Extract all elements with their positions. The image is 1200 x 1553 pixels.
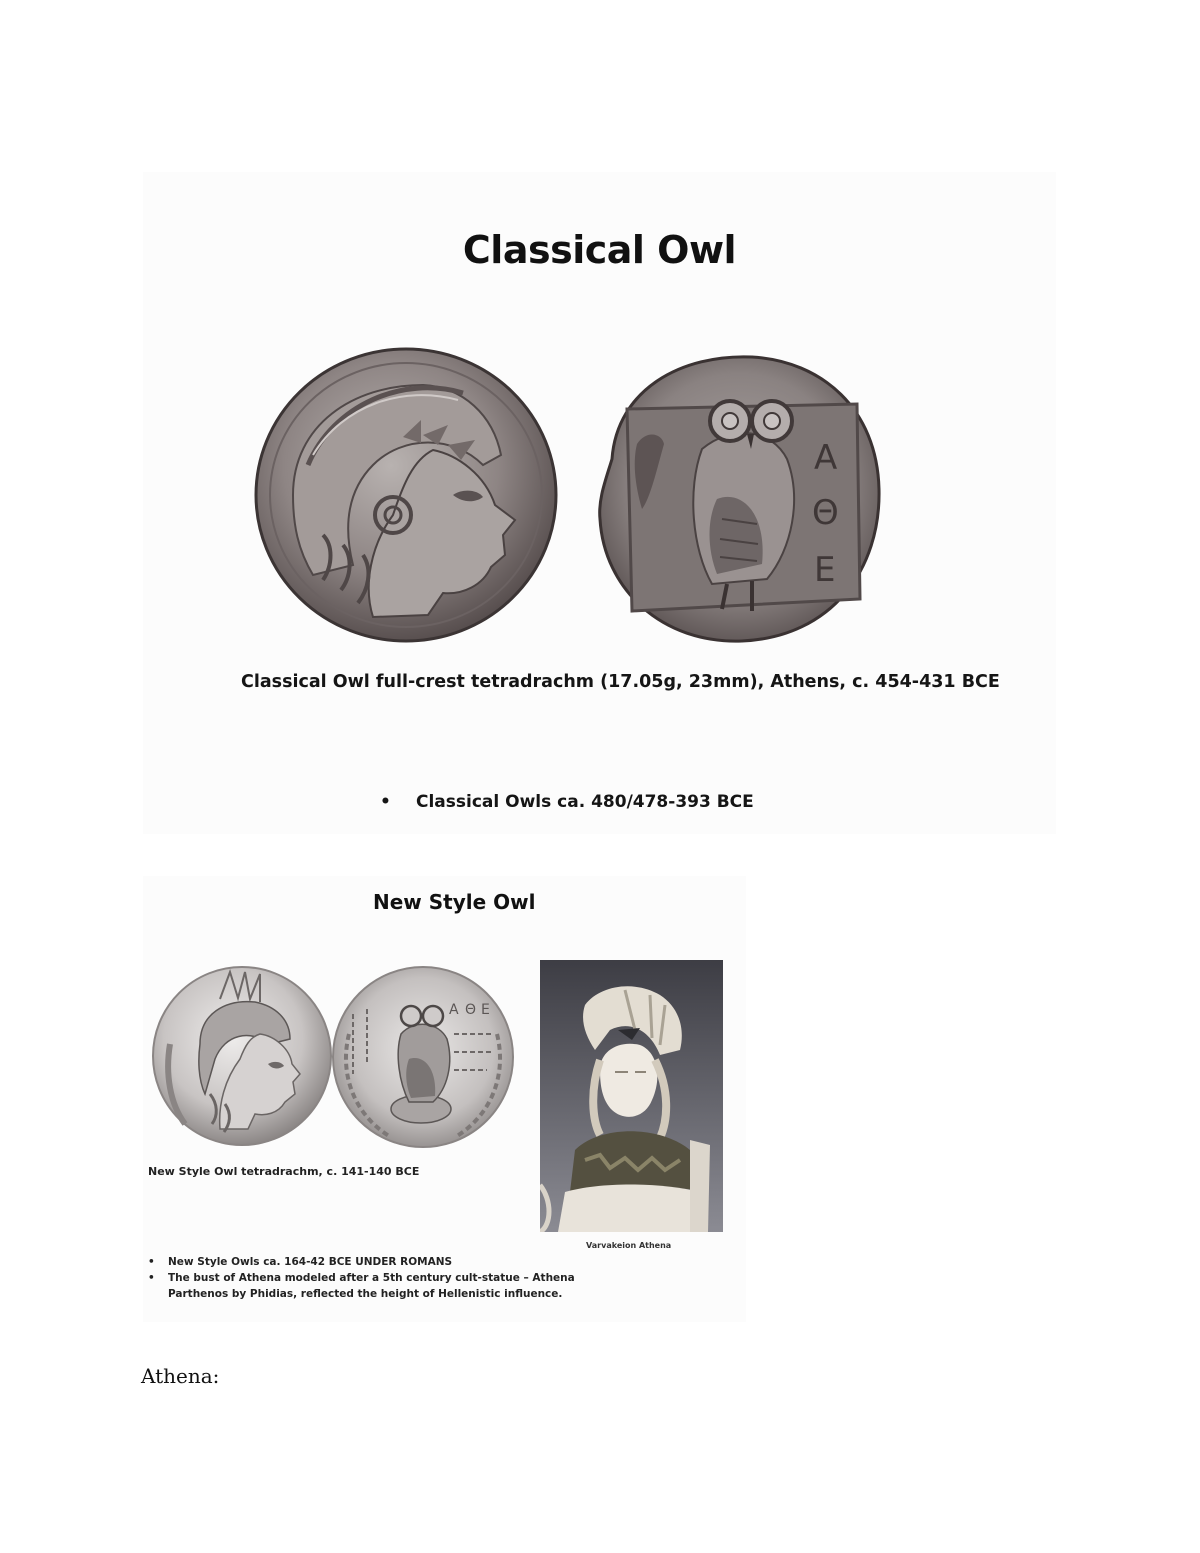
coin-letter-theta: Θ <box>465 1002 477 1018</box>
list-item <box>148 1254 578 1270</box>
varvakeion-athena-caption: Varvakeion Athena <box>586 1241 672 1250</box>
coin-letter-theta: Θ <box>812 493 839 533</box>
list-item <box>148 1270 578 1302</box>
new-style-coin-reverse-image <box>329 964 517 1150</box>
coin-letter-alpha: A <box>449 1002 459 1018</box>
classical-owl-caption: Classical Owl full-crest tetradrachm (17.05g, 23mm), Athens, c. 454-431 BCE <box>241 672 1000 692</box>
bullet-marker: • <box>148 1256 155 1268</box>
new-style-owl-bullets <box>148 1254 578 1302</box>
bullet-marker: • <box>148 1272 155 1284</box>
varvakeion-athena-image <box>540 960 723 1232</box>
classical-owl-bullet <box>380 792 754 812</box>
classical-owl-title: Classical Owl <box>462 228 737 272</box>
coin-letter-alpha: A <box>814 438 838 478</box>
bullet-marker: • <box>380 792 391 812</box>
list-item-text: New Style Owls ca. 164-42 BCE UNDER ROMANS <box>168 1256 453 1268</box>
classical-owl-bullet-text: Classical Owls ca. 480/478-393 BCE <box>416 792 754 812</box>
classical-coin-reverse-image <box>592 349 882 645</box>
new-style-owl-title: New Style Owl <box>373 890 536 914</box>
new-style-owl-slide <box>143 876 746 1322</box>
classical-owl-slide <box>143 172 1056 834</box>
coin-letter-epsilon: E <box>814 550 836 590</box>
athena-heading: Athena: <box>141 1364 220 1388</box>
classical-coin-obverse-image <box>253 345 559 645</box>
new-style-coin-obverse-image <box>150 964 334 1148</box>
list-item-text: The bust of Athena modeled after a 5th century cult-statue – Athena Parthenos by Phidias, reflected the height of Hellenistic influence. <box>168 1272 575 1300</box>
coin-letter-epsilon: E <box>481 1002 490 1018</box>
new-style-owl-caption: New Style Owl tetradrachm, c. 141-140 BCE <box>148 1165 420 1178</box>
